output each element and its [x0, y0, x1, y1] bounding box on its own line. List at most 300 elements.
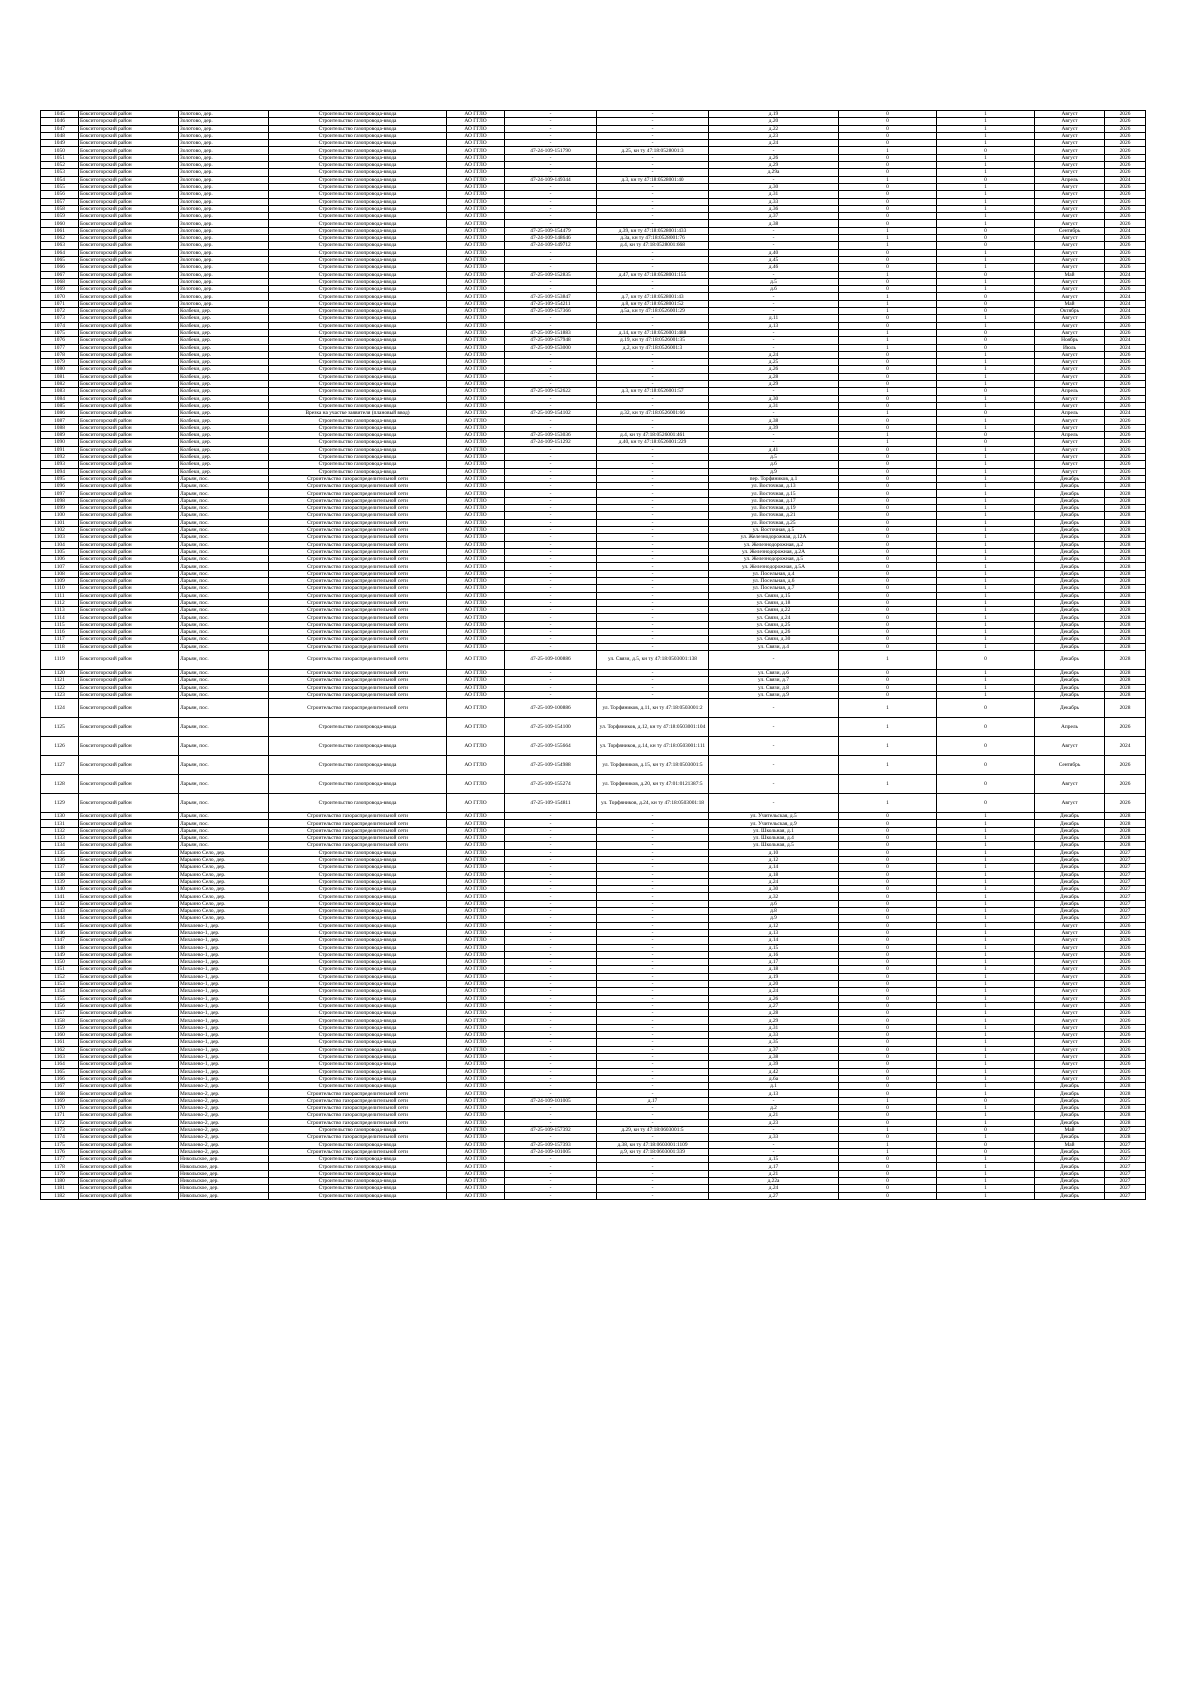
- cell-month: Декабрь: [1035, 1097, 1105, 1104]
- cell-year: 2027: [1105, 1156, 1146, 1163]
- cell-row-number: 1115: [41, 621, 79, 628]
- cell-address: д.13: [709, 322, 839, 329]
- cell-organization: АО ГГЛО: [447, 842, 505, 849]
- cell-address: д.20: [709, 118, 839, 125]
- cell-settlement: Ларьян, пос.: [179, 563, 269, 570]
- cell-applicant-address: -: [597, 929, 709, 936]
- cell-count-a: 0: [839, 402, 937, 409]
- cell-address: ул. Восточная, д.21: [709, 512, 839, 519]
- cell-year: 2026: [1105, 249, 1146, 256]
- cell-month: Август: [1035, 220, 1105, 227]
- cell-year: 2028: [1105, 691, 1146, 698]
- table-row: [41, 264, 1146, 271]
- cell-address: д.40: [709, 249, 839, 256]
- cell-row-number: 1113: [41, 607, 79, 614]
- cell-settlement: Михалево-1, дер.: [179, 929, 269, 936]
- cell-work-type: Строительство газопровода-ввода: [269, 929, 447, 936]
- table-row: [41, 1053, 1146, 1060]
- cell-address: ул. Железнодорожная, д.5: [709, 556, 839, 563]
- cell-settlement: Марьино Село, дер.: [179, 864, 269, 871]
- cell-address: ул. Восточная, д.25: [709, 519, 839, 526]
- cell-organization: АО ГГЛО: [447, 162, 505, 169]
- cell-year: 2026: [1105, 147, 1146, 154]
- cell-organization: АО ГГЛО: [447, 886, 505, 893]
- cell-applicant-address: -: [597, 162, 709, 169]
- cell-row-number: 1167: [41, 1083, 79, 1090]
- cell-count-b: 1: [937, 669, 1035, 676]
- cell-address: -: [709, 775, 839, 794]
- cell-work-type: Строительство газораспределительной сети: [269, 1112, 447, 1119]
- cell-month: Август: [1035, 373, 1105, 380]
- cell-work-type: Строительство газопровода-ввода: [269, 205, 447, 212]
- cell-month: Декабрь: [1035, 556, 1105, 563]
- cell-contract-number: -: [505, 886, 597, 893]
- table-row: [41, 756, 1146, 775]
- cell-district: Бокситогорский район: [79, 629, 179, 636]
- cell-month: Август: [1035, 1053, 1105, 1060]
- cell-address: д.14: [709, 864, 839, 871]
- cell-work-type: Строительство газопровода-ввода: [269, 351, 447, 358]
- cell-count-a: 0: [839, 380, 937, 387]
- cell-applicant-address: -: [597, 959, 709, 966]
- cell-district: Бокситогорский район: [79, 176, 179, 183]
- cell-month: Декабрь: [1035, 636, 1105, 643]
- cell-count-a: 0: [839, 944, 937, 951]
- cell-address: ул. Учительская, д.5: [709, 813, 839, 820]
- cell-row-number: 1111: [41, 592, 79, 599]
- cell-count-b: 1: [937, 849, 1035, 856]
- cell-contract-number: -: [505, 959, 597, 966]
- cell-settlement: Марьино Село, дер.: [179, 893, 269, 900]
- cell-work-type: Строительство газораспределительной сети: [269, 490, 447, 497]
- cell-contract-number: 47-25-109-157392: [505, 1126, 597, 1133]
- cell-count-a: 0: [839, 856, 937, 863]
- cell-applicant-address: ул. Связи, д.5, кн ту 47:18:0503001:138: [597, 650, 709, 669]
- cell-settlement: Михалево-2, дер.: [179, 1090, 269, 1097]
- cell-contract-number: -: [505, 286, 597, 293]
- cell-work-type: Строительство газопровода-ввода: [269, 154, 447, 161]
- table-row: [41, 1105, 1146, 1112]
- cell-row-number: 1089: [41, 432, 79, 439]
- cell-contract-number: -: [505, 1039, 597, 1046]
- cell-year: 2028: [1105, 1134, 1146, 1141]
- cell-address: д.21: [709, 1112, 839, 1119]
- table-row: [41, 1024, 1146, 1031]
- cell-count-b: 1: [937, 1053, 1035, 1060]
- cell-month: Август: [1035, 468, 1105, 475]
- cell-count-a: 0: [839, 1046, 937, 1053]
- cell-applicant-address: -: [597, 636, 709, 643]
- cell-settlement: Михалево-2, дер.: [179, 1141, 269, 1148]
- cell-work-type: Строительство газопровода-ввода: [269, 1156, 447, 1163]
- cell-row-number: 1173: [41, 1126, 79, 1133]
- cell-row-number: 1076: [41, 337, 79, 344]
- cell-work-type: Строительство газопровода-ввода: [269, 900, 447, 907]
- cell-year: 2028: [1105, 1083, 1146, 1090]
- cell-count-a: 1: [839, 794, 937, 813]
- table-row: [41, 1046, 1146, 1053]
- cell-month: Август: [1035, 235, 1105, 242]
- cell-month: Август: [1035, 1039, 1105, 1046]
- table-row: [41, 1170, 1146, 1177]
- cell-applicant-address: д.40, кн ту 47:18:0526001:229: [597, 439, 709, 446]
- cell-organization: АО ГГЛО: [447, 922, 505, 929]
- cell-applicant-address: -: [597, 842, 709, 849]
- cell-organization: АО ГГЛО: [447, 176, 505, 183]
- cell-contract-number: 47-24-109-151292: [505, 439, 597, 446]
- cell-month: Декабрь: [1035, 835, 1105, 842]
- cell-contract-number: -: [505, 461, 597, 468]
- cell-settlement: Ларьян, пос.: [179, 650, 269, 669]
- cell-settlement: Марьино Село, дер.: [179, 908, 269, 915]
- cell-applicant-address: -: [597, 563, 709, 570]
- cell-count-b: 0: [937, 235, 1035, 242]
- cell-year: 2026: [1105, 922, 1146, 929]
- cell-month: Декабрь: [1035, 813, 1105, 820]
- cell-row-number: 1131: [41, 820, 79, 827]
- cell-address: ул. Восточная, д.5: [709, 526, 839, 533]
- cell-count-a: 0: [839, 278, 937, 285]
- cell-count-a: 0: [839, 1010, 937, 1017]
- cell-contract-number: -: [505, 198, 597, 205]
- cell-work-type: Строительство газопровода-ввода: [269, 191, 447, 198]
- cell-organization: АО ГГЛО: [447, 1068, 505, 1075]
- cell-applicant-address: -: [597, 643, 709, 650]
- cell-settlement: Колбеки, дер.: [179, 446, 269, 453]
- cell-organization: АО ГГЛО: [447, 329, 505, 336]
- cell-month: Август: [1035, 351, 1105, 358]
- cell-district: Бокситогорский район: [79, 497, 179, 504]
- cell-district: Бокситогорский район: [79, 937, 179, 944]
- cell-count-a: 0: [839, 849, 937, 856]
- cell-count-b: 1: [937, 264, 1035, 271]
- cell-year: 2027: [1105, 908, 1146, 915]
- cell-contract-number: -: [505, 424, 597, 431]
- table-row: [41, 699, 1146, 718]
- cell-row-number: 1057: [41, 198, 79, 205]
- cell-organization: АО ГГЛО: [447, 541, 505, 548]
- cell-work-type: Строительство газораспределительной сети: [269, 548, 447, 555]
- cell-count-b: 1: [937, 351, 1035, 358]
- cell-year: 2028: [1105, 570, 1146, 577]
- cell-settlement: Золотово, дер.: [179, 256, 269, 263]
- cell-year: 2026: [1105, 1053, 1146, 1060]
- cell-year: 2028: [1105, 505, 1146, 512]
- cell-district: Бокситогорский район: [79, 1024, 179, 1031]
- cell-organization: АО ГГЛО: [447, 475, 505, 482]
- cell-count-b: 1: [937, 871, 1035, 878]
- cell-row-number: 1073: [41, 315, 79, 322]
- cell-count-b: 1: [937, 256, 1035, 263]
- table-row: [41, 1134, 1146, 1141]
- cell-settlement: Михалево-1, дер.: [179, 1039, 269, 1046]
- cell-work-type: Строительство газораспределительной сети: [269, 563, 447, 570]
- cell-district: Бокситогорский район: [79, 227, 179, 234]
- table-row: [41, 512, 1146, 519]
- cell-applicant-address: -: [597, 1053, 709, 1060]
- cell-address: д.39: [709, 424, 839, 431]
- cell-year: 2026: [1105, 756, 1146, 775]
- cell-year: 2028: [1105, 614, 1146, 621]
- cell-organization: АО ГГЛО: [447, 1010, 505, 1017]
- cell-count-b: 1: [937, 1046, 1035, 1053]
- cell-count-a: 0: [839, 446, 937, 453]
- table-row: [41, 563, 1146, 570]
- cell-count-b: 1: [937, 132, 1035, 139]
- cell-work-type: Строительство газопровода-ввода: [269, 322, 447, 329]
- cell-count-a: 0: [839, 1119, 937, 1126]
- cell-year: 2028: [1105, 643, 1146, 650]
- cell-row-number: 1176: [41, 1148, 79, 1155]
- cell-month: Август: [1035, 737, 1105, 756]
- cell-applicant-address: -: [597, 871, 709, 878]
- cell-row-number: 1101: [41, 519, 79, 526]
- cell-count-a: 0: [839, 519, 937, 526]
- cell-row-number: 1058: [41, 205, 79, 212]
- cell-count-a: 0: [839, 111, 937, 118]
- cell-count-b: 1: [937, 691, 1035, 698]
- cell-year: 2026: [1105, 980, 1146, 987]
- cell-settlement: Ларьян, пос.: [179, 585, 269, 592]
- cell-month: Декабрь: [1035, 849, 1105, 856]
- cell-count-b: 1: [937, 915, 1035, 922]
- cell-address: д.37: [709, 1046, 839, 1053]
- cell-count-b: 0: [937, 344, 1035, 351]
- cell-work-type: Строительство газораспределительной сети: [269, 621, 447, 628]
- cell-applicant-address: д.19, кн ту 47:18:0526001:35: [597, 337, 709, 344]
- cell-address: ул. Связи, д.7: [709, 677, 839, 684]
- cell-applicant-address: -: [597, 1090, 709, 1097]
- table-row: [41, 737, 1146, 756]
- cell-organization: АО ГГЛО: [447, 937, 505, 944]
- cell-organization: АО ГГЛО: [447, 169, 505, 176]
- cell-month: Август: [1035, 922, 1105, 929]
- cell-work-type: Строительство газопровода-ввода: [269, 988, 447, 995]
- cell-count-b: 1: [937, 468, 1035, 475]
- cell-count-a: 0: [839, 691, 937, 698]
- cell-row-number: 1122: [41, 684, 79, 691]
- cell-row-number: 1137: [41, 864, 79, 871]
- cell-address: д.33: [709, 1134, 839, 1141]
- cell-organization: АО ГГЛО: [447, 827, 505, 834]
- cell-settlement: Михалево-2, дер.: [179, 1148, 269, 1155]
- cell-count-b: 1: [937, 483, 1035, 490]
- cell-row-number: 1124: [41, 699, 79, 718]
- cell-work-type: Строительство газопровода-ввода: [269, 1163, 447, 1170]
- cell-row-number: 1078: [41, 351, 79, 358]
- cell-count-b: 1: [937, 125, 1035, 132]
- cell-organization: АО ГГЛО: [447, 300, 505, 307]
- table-row: [41, 864, 1146, 871]
- cell-count-b: 1: [937, 526, 1035, 533]
- cell-district: Бокситогорский район: [79, 205, 179, 212]
- cell-count-b: 0: [937, 147, 1035, 154]
- cell-year: 2028: [1105, 684, 1146, 691]
- cell-count-b: 1: [937, 643, 1035, 650]
- cell-organization: АО ГГЛО: [447, 1141, 505, 1148]
- cell-contract-number: -: [505, 359, 597, 366]
- cell-year: 2028: [1105, 592, 1146, 599]
- cell-address: д.15: [709, 944, 839, 951]
- cell-month: Декабрь: [1035, 1083, 1105, 1090]
- cell-district: Бокситогорский район: [79, 643, 179, 650]
- cell-year: 2027: [1105, 893, 1146, 900]
- cell-applicant-address: -: [597, 322, 709, 329]
- cell-applicant-address: -: [597, 1163, 709, 1170]
- cell-address: д.25: [709, 359, 839, 366]
- cell-contract-number: 47-25-109-153000: [505, 344, 597, 351]
- cell-work-type: Строительство газораспределительной сети: [269, 1148, 447, 1155]
- cell-year: 2026: [1105, 1010, 1146, 1017]
- cell-count-b: 1: [937, 497, 1035, 504]
- cell-applicant-address: -: [597, 373, 709, 380]
- cell-applicant-address: -: [597, 395, 709, 402]
- cell-count-b: 1: [937, 944, 1035, 951]
- cell-row-number: 1081: [41, 373, 79, 380]
- table-row: [41, 220, 1146, 227]
- cell-address: д.6: [709, 900, 839, 907]
- cell-year: 2026: [1105, 1046, 1146, 1053]
- cell-count-a: 0: [839, 973, 937, 980]
- cell-year: 2028: [1105, 563, 1146, 570]
- cell-district: Бокситогорский район: [79, 908, 179, 915]
- cell-count-b: 0: [937, 794, 1035, 813]
- cell-address: д.31: [709, 1024, 839, 1031]
- cell-work-type: Строительство газопровода-ввода: [269, 849, 447, 856]
- cell-work-type: Строительство газораспределительной сети: [269, 699, 447, 718]
- cell-work-type: Строительство газопровода-ввода: [269, 856, 447, 863]
- cell-count-a: 0: [839, 205, 937, 212]
- cell-settlement: Марьино Село, дер.: [179, 878, 269, 885]
- cell-year: 2027: [1105, 1141, 1146, 1148]
- cell-row-number: 1143: [41, 908, 79, 915]
- cell-work-type: Строительство газопровода-ввода: [269, 973, 447, 980]
- cell-year: 2024: [1105, 410, 1146, 417]
- cell-month: Август: [1035, 256, 1105, 263]
- cell-year: 2024: [1105, 176, 1146, 183]
- cell-row-number: 1110: [41, 585, 79, 592]
- cell-contract-number: -: [505, 132, 597, 139]
- cell-row-number: 1083: [41, 388, 79, 395]
- cell-applicant-address: ул. Торфяников, д.20, кн ту 47:01:0121387:5: [597, 775, 709, 794]
- cell-row-number: 1047: [41, 125, 79, 132]
- cell-work-type: Строительство газораспределительной сети: [269, 1090, 447, 1097]
- cell-applicant-address: -: [597, 820, 709, 827]
- cell-month: Август: [1035, 453, 1105, 460]
- cell-count-b: 0: [937, 227, 1035, 234]
- cell-organization: АО ГГЛО: [447, 980, 505, 987]
- cell-district: Бокситогорский район: [79, 922, 179, 929]
- cell-organization: АО ГГЛО: [447, 900, 505, 907]
- cell-district: Бокситогорский район: [79, 162, 179, 169]
- cell-count-a: 0: [839, 169, 937, 176]
- cell-work-type: Строительство газораспределительной сети: [269, 1097, 447, 1104]
- cell-count-b: 1: [937, 878, 1035, 885]
- cell-count-b: 1: [937, 380, 1035, 387]
- cell-row-number: 1163: [41, 1053, 79, 1060]
- cell-applicant-address: д.38, кн ту 47:18:0603001:1109: [597, 1141, 709, 1148]
- cell-work-type: Строительство газопровода-ввода: [269, 176, 447, 183]
- cell-month: Август: [1035, 366, 1105, 373]
- cell-organization: АО ГГЛО: [447, 264, 505, 271]
- cell-settlement: Золотово, дер.: [179, 162, 269, 169]
- table-row: [41, 198, 1146, 205]
- cell-contract-number: -: [505, 366, 597, 373]
- cell-year: 2028: [1105, 607, 1146, 614]
- cell-work-type: Строительство газораспределительной сети: [269, 1119, 447, 1126]
- cell-count-b: 1: [937, 402, 1035, 409]
- cell-settlement: Ларьян, пос.: [179, 737, 269, 756]
- cell-month: Декабрь: [1035, 871, 1105, 878]
- cell-organization: АО ГГЛО: [447, 959, 505, 966]
- table-row: [41, 995, 1146, 1002]
- cell-applicant-address: д.4, кн ту 47:18:0528001:668: [597, 242, 709, 249]
- cell-month: Декабрь: [1035, 548, 1105, 555]
- cell-row-number: 1174: [41, 1134, 79, 1141]
- cell-organization: АО ГГЛО: [447, 556, 505, 563]
- cell-month: Август: [1035, 118, 1105, 125]
- cell-address: -: [709, 329, 839, 336]
- cell-district: Бокситогорский район: [79, 541, 179, 548]
- cell-contract-number: -: [505, 621, 597, 628]
- cell-count-a: 0: [839, 183, 937, 190]
- cell-applicant-address: -: [597, 169, 709, 176]
- cell-row-number: 1162: [41, 1046, 79, 1053]
- cell-address: д.46: [709, 264, 839, 271]
- cell-district: Бокситогорский район: [79, 691, 179, 698]
- cell-applicant-address: -: [597, 140, 709, 147]
- cell-work-type: Строительство газопровода-ввода: [269, 235, 447, 242]
- cell-month: Август: [1035, 1010, 1105, 1017]
- table-row: [41, 1068, 1146, 1075]
- cell-count-a: 0: [839, 1017, 937, 1024]
- cell-count-b: 1: [937, 322, 1035, 329]
- cell-district: Бокситогорский район: [79, 1097, 179, 1104]
- cell-contract-number: -: [505, 490, 597, 497]
- cell-applicant-address: -: [597, 198, 709, 205]
- cell-organization: АО ГГЛО: [447, 526, 505, 533]
- cell-applicant-address: -: [597, 1010, 709, 1017]
- table-row: [41, 147, 1146, 154]
- cell-count-a: 0: [839, 677, 937, 684]
- cell-district: Бокситогорский район: [79, 1017, 179, 1024]
- cell-count-b: 1: [937, 1134, 1035, 1141]
- table-row: [41, 922, 1146, 929]
- cell-applicant-address: -: [597, 220, 709, 227]
- cell-district: Бокситогорский район: [79, 475, 179, 482]
- cell-month: Август: [1035, 249, 1105, 256]
- cell-address: ул. Школьная, д.5: [709, 842, 839, 849]
- cell-district: Бокситогорский район: [79, 1032, 179, 1039]
- cell-contract-number: -: [505, 380, 597, 387]
- cell-applicant-address: -: [597, 1156, 709, 1163]
- cell-address: д.20: [709, 980, 839, 987]
- cell-count-b: 1: [937, 286, 1035, 293]
- cell-year: 2026: [1105, 959, 1146, 966]
- cell-district: Бокситогорский район: [79, 650, 179, 669]
- table-row: [41, 1192, 1146, 1199]
- cell-organization: АО ГГЛО: [447, 775, 505, 794]
- cell-district: Бокситогорский район: [79, 249, 179, 256]
- cell-district: Бокситогорский район: [79, 1046, 179, 1053]
- table-row: [41, 684, 1146, 691]
- cell-district: Бокситогорский район: [79, 213, 179, 220]
- cell-district: Бокситогорский район: [79, 183, 179, 190]
- cell-month: Декабрь: [1035, 1148, 1105, 1155]
- cell-settlement: Ларьян, пос.: [179, 548, 269, 555]
- cell-count-a: 1: [839, 775, 937, 794]
- cell-organization: АО ГГЛО: [447, 315, 505, 322]
